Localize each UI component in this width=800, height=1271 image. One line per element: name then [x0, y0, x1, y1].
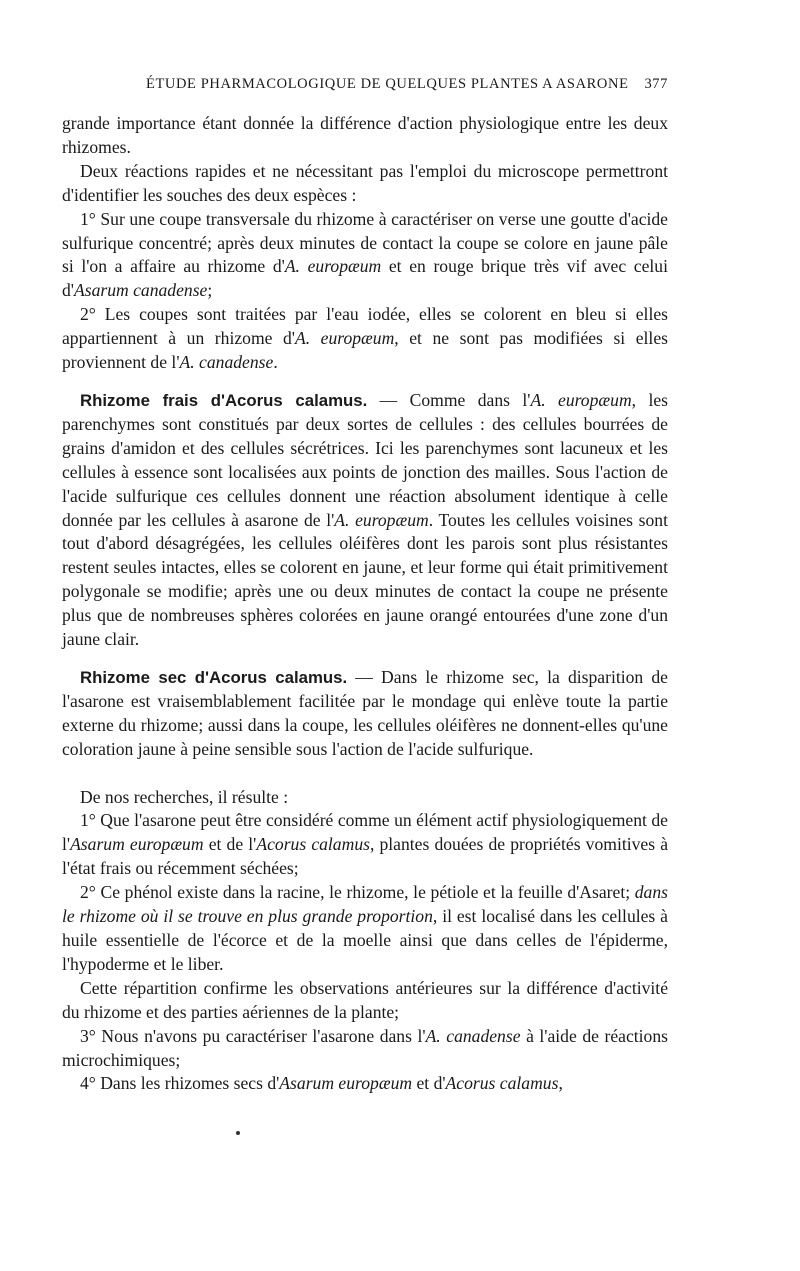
text-run: — Comme dans l' — [367, 389, 531, 410]
text-run: 3° Nous n'avons pu caractériser l'asarone dans l' — [80, 1025, 426, 1046]
text-run: , — [558, 1073, 563, 1094]
section-heading: Rhizome sec d'Acorus calamus. — [80, 667, 348, 687]
text-run: ; — [207, 280, 213, 301]
species-name: Asarum europæum — [70, 834, 204, 855]
text-run: , et ne sont pas modifiées si elles proviennent de l' — [62, 328, 668, 373]
text-run: 4° Dans les rhizomes secs d' — [80, 1073, 280, 1094]
text-run: , il est localisé dans les cellules à huile essentielle de l'écorce et de la moelle ainsi que dans celles de l'épiderme, l'hypoderme et le liber. — [62, 906, 668, 974]
text-run: , les parenchymes sont constitués par deux sortes de cellules : des cellules bourrées de grains d'amidon et des cellules sécrétrices. Ici les parenchymes sont lacuneux et les cellules à essence sont localisées aux points de jonction des mailles. Sous l'action de l'acide sulfurique ces cellules donnent une réaction absolument identique à celle donnée par les cellules à asarone de l' — [62, 389, 668, 530]
species-name: A. europæum — [294, 328, 395, 349]
text-run: 1° Sur une coupe transversale du rhizome à caractériser on verse une goutte d'acide sulfurique concentré; après deux minutes de contact la coupe se colore en jaune pâle si l'on a affaire au rhizome d' — [62, 208, 668, 277]
page-body — [62, 112, 668, 1096]
section-heading: Rhizome frais d'Acorus calamus. — [80, 390, 368, 410]
text-run: . — [273, 352, 278, 373]
paragraph-11 — [62, 1025, 668, 1073]
species-name: A. canadense — [425, 1025, 521, 1046]
page-number: 377 — [644, 76, 668, 92]
paragraph-7: De nos recherches, il résulte : — [80, 786, 289, 807]
paragraph-2: Deux réactions rapides et ne nécessitant pas l'emploi du microscope permettront d'identifier les souches des deux espèces : — [62, 160, 668, 205]
running-header — [100, 76, 668, 98]
text-run: . Toutes les cellules voisines sont tout d'abord désagrégées, les cellules oléifères dont les parois sont plus résistantes restent seules intactes, elles se colorent en jaune, et leur forme qui était primitivement polygonale se modifie; après une ou deux minutes de contact la coupe ne présente plus que de nombreuses sphères colorées en jaune orangé entourées d'une zone d'un jaune clair. — [62, 509, 668, 650]
text-run: 2° Ce phénol existe dans la racine, le rhizome, le pétiole et la feuille d'Asaret; — [80, 882, 635, 903]
header-title: ÉTUDE PHARMACOLOGIQUE DE QUELQUES PLANTES A ASARONE — [146, 76, 629, 92]
species-name: Acorus calamus — [256, 834, 370, 855]
text-run: 2° Les coupes sont traitées par l'eau iodée, elles se colorent en bleu si elles appartiennent à un rhizome d' — [62, 304, 668, 349]
text-run: et de l' — [203, 834, 257, 855]
species-name: A. canadense — [179, 352, 274, 373]
species-name: A. europæum — [334, 509, 429, 530]
text-run: et en rouge brique très vif avec celui d' — [62, 256, 668, 301]
paragraph-8 — [62, 809, 668, 881]
species-name: Acorus calamus — [445, 1073, 559, 1094]
paragraph-4 — [62, 303, 668, 375]
species-name: Asarum canadense — [73, 280, 208, 301]
paragraph-12 — [62, 1072, 668, 1096]
text-run: à l'aide de réactions microchimiques; — [62, 1025, 668, 1070]
species-name: A. europæum — [284, 256, 382, 277]
text-run: , plantes douées de propriétés vomitives à l'état frais ou récemment séchées; — [62, 834, 669, 879]
paragraph-6 — [62, 666, 668, 762]
paragraph-5 — [62, 389, 668, 652]
text-run: et d' — [412, 1073, 446, 1094]
text-run: — Dans le rhizome sec, la disparition de l'asarone est vraisemblablement facilitée par le mondage qui enlève toute la partie externe du rhizome; aussi dans la coupe, les cellules oléifères ne donnent-elles qu'une coloration jaune à peine sensible sous l'action de l'acide sulfurique. — [62, 666, 668, 759]
paragraph-3 — [62, 208, 668, 304]
species-name: A. europæum — [530, 389, 632, 410]
paragraph-9 — [62, 881, 668, 977]
emphasis: dans le rhizome où il se trouve en plus grande proportion — [62, 882, 668, 927]
paragraph-1: grande importance étant donnée la différence d'action physiologique entre les deux rhizomes. — [62, 113, 668, 157]
species-name: Asarum europæum — [279, 1073, 413, 1094]
text-run: 1° Que l'asarone peut être considéré comme un élément actif physiologiquement de l' — [62, 810, 668, 855]
ink-speck — [236, 1131, 240, 1135]
paragraph-10: Cette répartition confirme les observations antérieures sur la différence d'activité du rhizome et des parties aériennes de la plante; — [62, 977, 668, 1022]
